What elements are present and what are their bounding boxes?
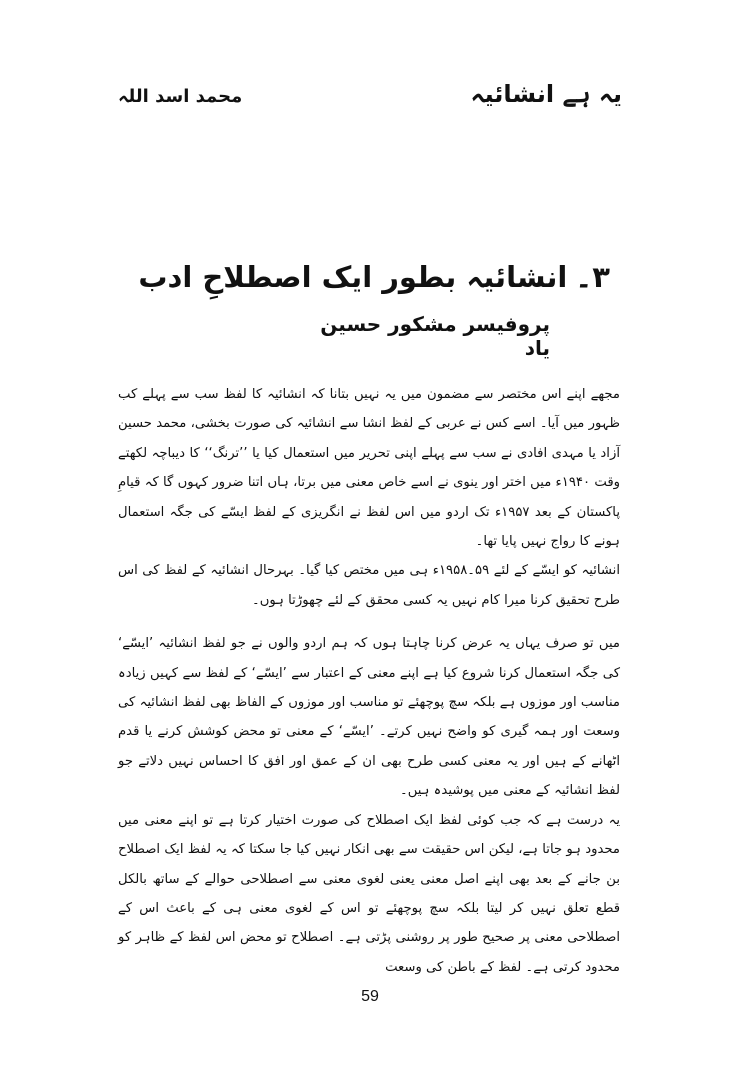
chapter-number: ۳۔ [575, 260, 610, 294]
paragraph: میں تو صرف یہاں یہ عرض کرنا چاہتا ہوں کہ ہم اردو والوں نے جو لفظ انشائیہ ’ایسّے‘ کی جگہ استعمال کرنا شروع کیا ہے اپنے معنی کے اعتبار سے ’ایسّے‘ کے لفظ سے کہیں زیادہ مناسب اور موزوں ہے بلکہ سچ پوچھئے تو مناسب اور موزوں کے الفاظ بھی لفظ انشائیہ کی وسعت اور ہمہ گیری کو واضح نہیں کرتے۔ ’ایسّے‘ کے معنی تو محض کوشش کرنے یا قدم اٹھانے کے ہیں اور یہ معنی کسی طرح بھی ان کے عمق اور افق کا احساس نہیں دلاتے جو لفظ انشائیہ کے معنی میں پوشیدہ ہیں۔ [118, 636, 620, 799]
running-head-author: محمد اسد اللہ [118, 86, 243, 107]
paragraph: یہ درست ہے کہ جب کوئی لفظ ایک اصطلاح کی صورت اختیار کرتا ہے تو اپنے معنی میں محدود ہو جاتا ہے، لیکن اس حقیقت سے بھی انکار نہیں کیا جا سکتا کہ یہ لفظ ایک اصطلاح بن جانے کے بعد بھی اپنے اصل معنی یعنی لغوی معنی سے اصطلاحی حوالے کے ساتھ بالکل قطع تعلق نہیں کر لیتا بلکہ سچ پوچھئے تو اس کے لغوی معنی ہی کے باعث اس کے اصطلاحی معنی پر صحیح طور پر روشنی پڑتی ہے۔ اصطلاح تو محض اس لفظ کے ظاہر کو محدود کرتی ہے۔ لفظ کے باطن کی وسعت [118, 812, 620, 975]
body-text [118, 380, 620, 982]
chapter-title [138, 260, 610, 294]
chapter-author: پروفیسر مشکور حسین یاد [320, 312, 550, 360]
paragraph: مجھے اپنے اس مختصر سے مضمون میں یہ نہیں بتانا کہ انشائیہ کا لفظ سب سے پہلے کب ظہور میں آیا۔ اسے کس نے عربی کے لفظ انشا سے انشائیہ کی صورت بخشی، محمد حسین آزاد یا مہدی افادی نے سب سے پہلے اپنی تحریر میں استعمال کیا یا ’’ترنگ‘‘ کا دیباچہ لکھتے وقت ۱۹۴۰ء میں اختر اور ینوی نے اسے خاص معنی میں برتا، ہاں اتنا ضرور کہوں گا کہ قیامِ پاکستان کے بعد ۱۹۵۷ء تک اردو میں اس لفظ نے انگریزی کے لفظ ایسّے کی جگہ استعمال ہونے کا رواج نہیں پایا تھا۔ [118, 387, 620, 550]
paragraph: انشائیہ کو ایسّے کے لئے ۵۹۔۱۹۵۸ء ہی میں مختص کیا گیا۔ بہرحال انشائیہ کے لفظ کی اس طرح تحقیق کرنا میرا کام نہیں یہ کسی محقق کے لئے چھوڑتا ہوں۔ [118, 563, 620, 608]
page-number: 59 [361, 988, 379, 1005]
chapter-title-text: انشائیہ بطور ایک اصطلاحِ ادب [138, 260, 568, 294]
running-head-book-title: یہ ہے انشائیہ [470, 80, 622, 108]
